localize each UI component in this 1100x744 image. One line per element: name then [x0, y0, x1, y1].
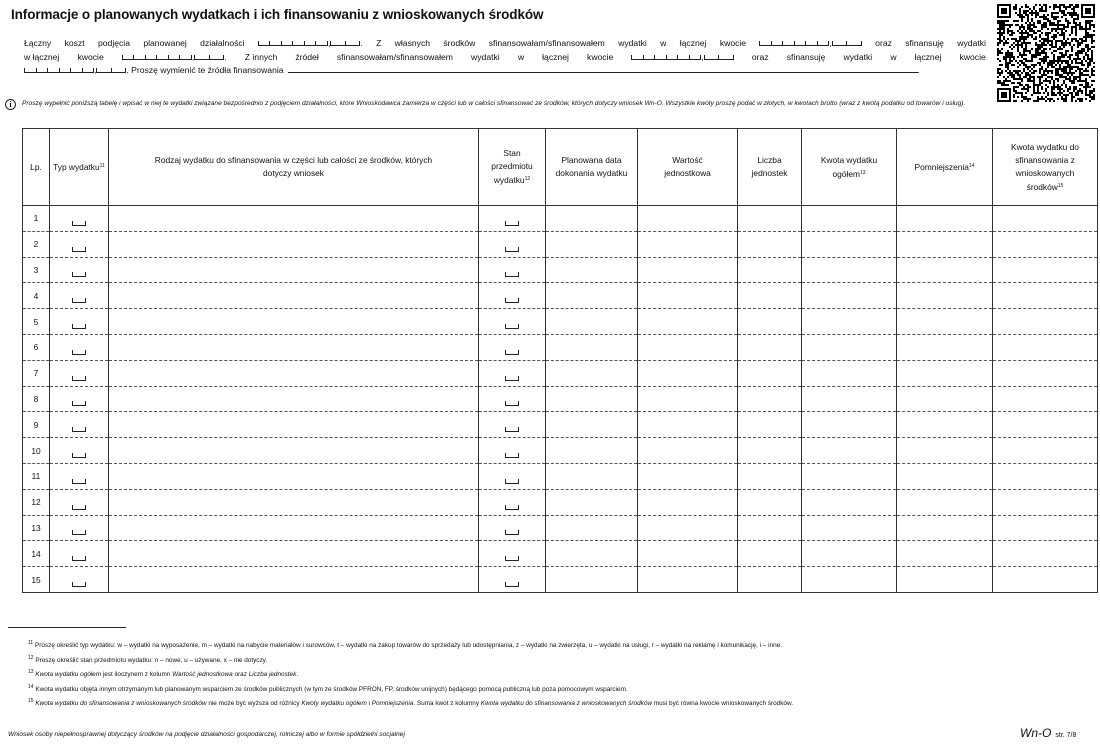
- table-row: [23, 360, 1098, 386]
- liczba-jednostek-field[interactable]: [738, 515, 802, 541]
- liczba-jednostek-field[interactable]: [738, 334, 802, 360]
- kwota-do-sfinansowania-field[interactable]: [993, 386, 1098, 412]
- stan-przedmiotu-field[interactable]: [479, 412, 546, 438]
- qr-code: [997, 4, 1095, 102]
- stan-przedmiotu-field[interactable]: [479, 206, 546, 232]
- rodzaj-wydatku-field[interactable]: [109, 463, 479, 489]
- typ-wydatku-field[interactable]: [50, 257, 109, 283]
- table-row: [23, 412, 1098, 438]
- comb-box: [505, 324, 519, 329]
- comb-box: [505, 298, 519, 303]
- stan-przedmiotu-field[interactable]: [479, 231, 546, 257]
- kwota-ogolem-field[interactable]: [802, 567, 897, 593]
- planowana-data-field[interactable]: [546, 463, 638, 489]
- stan-przedmiotu-field[interactable]: [479, 489, 546, 515]
- expenses-table: [22, 128, 1098, 593]
- kwota-do-sfinansowania-field[interactable]: [993, 567, 1098, 593]
- comb-box: [72, 505, 86, 510]
- comb-box: [72, 324, 86, 329]
- kwota-ogolem-field[interactable]: [802, 231, 897, 257]
- pomniejszenia-field[interactable]: [897, 463, 993, 489]
- comb-box: [72, 479, 86, 484]
- rodzaj-wydatku-field[interactable]: [109, 541, 479, 567]
- stan-przedmiotu-field[interactable]: [479, 567, 546, 593]
- row-number: 10: [23, 438, 50, 464]
- wartosc-jednostkowa-field[interactable]: [638, 360, 738, 386]
- stan-przedmiotu-field[interactable]: [479, 283, 546, 309]
- liczba-jednostek-field[interactable]: [738, 438, 802, 464]
- planowana-data-field[interactable]: [546, 309, 638, 335]
- wartosc-jednostkowa-field[interactable]: [638, 438, 738, 464]
- kwota-ogolem-field[interactable]: [802, 257, 897, 283]
- table-row: [23, 309, 1098, 335]
- liczba-jednostek-field[interactable]: [738, 386, 802, 412]
- planowana-data-field[interactable]: [546, 515, 638, 541]
- own-funds-planned-field[interactable]: , .: [122, 51, 227, 65]
- liczba-jednostek-field[interactable]: [738, 567, 802, 593]
- col-header-stan: Stan przedmiotu wydatku$^{12}$: [479, 129, 546, 206]
- wartosc-jednostkowa-field[interactable]: [638, 489, 738, 515]
- table-row: [23, 206, 1098, 232]
- pomniejszenia-field[interactable]: [897, 334, 993, 360]
- rodzaj-wydatku-field[interactable]: [109, 283, 479, 309]
- table-row: [23, 541, 1098, 567]
- stan-przedmiotu-field[interactable]: [479, 360, 546, 386]
- stan-przedmiotu-field[interactable]: [479, 309, 546, 335]
- wartosc-jednostkowa-field[interactable]: [638, 257, 738, 283]
- footnote-13: $^{13}$ Kwota wydatku ogółem jest iloczynem z kolumn Wartość jednostkowa oraz Liczba jednostek.: [28, 669, 299, 679]
- pomniejszenia-field[interactable]: [897, 309, 993, 335]
- liczba-jednostek-field[interactable]: [738, 206, 802, 232]
- typ-wydatku-field[interactable]: [50, 386, 109, 412]
- typ-wydatku-field[interactable]: [50, 309, 109, 335]
- wartosc-jednostkowa-field[interactable]: [638, 386, 738, 412]
- comb-box: [72, 350, 86, 355]
- stan-przedmiotu-field[interactable]: [479, 386, 546, 412]
- typ-wydatku-field[interactable]: [50, 515, 109, 541]
- pomniejszenia-field[interactable]: [897, 360, 993, 386]
- table-row: [23, 567, 1098, 593]
- kwota-do-sfinansowania-field[interactable]: [993, 541, 1098, 567]
- table-row: [23, 463, 1098, 489]
- intro-line-3: , . Proszę wymienić te źródła finansowania .: [24, 64, 986, 78]
- stan-przedmiotu-field[interactable]: [479, 541, 546, 567]
- other-sources-planned-field[interactable]: ,: [24, 64, 126, 78]
- page-number: str. 7/8: [1055, 732, 1077, 739]
- pomniejszenia-field[interactable]: [897, 283, 993, 309]
- footnote-14: $^{14}$ Kwota wydatku objęta innym otrzymanym lub planowanym wsparciem ze środków publicznych (w tym ze środków PFRON, FP, środków unijnych) będącego pomocą publiczną lub poza pomocowym wsparciem.: [28, 683, 628, 693]
- kwota-do-sfinansowania-field[interactable]: [993, 360, 1098, 386]
- rodzaj-wydatku-field[interactable]: [109, 309, 479, 335]
- table-row: [23, 438, 1098, 464]
- pomniejszenia-field[interactable]: [897, 257, 993, 283]
- footnote-rule: [8, 627, 126, 628]
- liczba-jednostek-field[interactable]: [738, 257, 802, 283]
- footer-form-id: Wn-O str. 7/8: [1020, 726, 1077, 740]
- pomniejszenia-field[interactable]: [897, 489, 993, 515]
- kwota-ogolem-field[interactable]: [802, 489, 897, 515]
- kwota-do-sfinansowania-field[interactable]: [993, 283, 1098, 309]
- planowana-data-field[interactable]: [546, 206, 638, 232]
- kwota-do-sfinansowania-field[interactable]: [993, 515, 1098, 541]
- pomniejszenia-field[interactable]: [897, 412, 993, 438]
- col-header-liczba: Liczba jednostek: [738, 129, 802, 206]
- comb-box: [72, 427, 86, 432]
- wartosc-jednostkowa-field[interactable]: [638, 309, 738, 335]
- row-number: 5: [23, 309, 50, 335]
- rodzaj-wydatku-field[interactable]: [109, 438, 479, 464]
- wartosc-jednostkowa-field[interactable]: [638, 463, 738, 489]
- info-icon: i: [5, 99, 16, 110]
- comb-box: [72, 582, 86, 587]
- planowana-data-field[interactable]: [546, 567, 638, 593]
- rodzaj-wydatku-field[interactable]: [109, 231, 479, 257]
- footnote-12: $^{12}$ Proszę określić stan przedmiotu wydatku: n – nowe, u – używane, x – nie dotyczy.: [28, 654, 268, 664]
- typ-wydatku-field[interactable]: [50, 567, 109, 593]
- pomniejszenia-field[interactable]: [897, 206, 993, 232]
- pomniejszenia-field[interactable]: [897, 231, 993, 257]
- row-number: 7: [23, 360, 50, 386]
- row-number: 3: [23, 257, 50, 283]
- kwota-do-sfinansowania-field[interactable]: [993, 489, 1098, 515]
- row-number: 4: [23, 283, 50, 309]
- intro-section: [24, 37, 986, 78]
- kwota-do-sfinansowania-field[interactable]: [993, 334, 1098, 360]
- pomniejszenia-field[interactable]: [897, 386, 993, 412]
- kwota-do-sfinansowania-field[interactable]: [993, 257, 1098, 283]
- planowana-data-field[interactable]: [546, 334, 638, 360]
- col-header-typ: Typ wydatku$^{11}$: [50, 129, 109, 206]
- kwota-do-sfinansowania-field[interactable]: [993, 206, 1098, 232]
- comb-box: [72, 376, 86, 381]
- intro-line-1: Łączny koszt podjęcia planowanej działalności , . Z własnych środków sfinansowałam/sfinansowałem wydatki w łącznej kwocie , oraz sfinansuję wydatki: [24, 37, 986, 51]
- comb-box: [72, 401, 86, 406]
- table-row: [23, 231, 1098, 257]
- comb-box: [505, 427, 519, 432]
- comb-box: [505, 582, 519, 587]
- pomniejszenia-field[interactable]: [897, 438, 993, 464]
- kwota-do-sfinansowania-field[interactable]: [993, 231, 1098, 257]
- typ-wydatku-field[interactable]: [50, 412, 109, 438]
- row-number: 11: [23, 463, 50, 489]
- liczba-jednostek-field[interactable]: [738, 412, 802, 438]
- comb-box: [505, 247, 519, 252]
- kwota-do-sfinansowania-field[interactable]: [993, 412, 1098, 438]
- row-number: 13: [23, 515, 50, 541]
- comb-box: [505, 221, 519, 226]
- typ-wydatku-field[interactable]: [50, 231, 109, 257]
- rodzaj-wydatku-field[interactable]: [109, 567, 479, 593]
- kwota-do-sfinansowania-field[interactable]: [993, 438, 1098, 464]
- stan-przedmiotu-field[interactable]: [479, 334, 546, 360]
- row-number: 6: [23, 334, 50, 360]
- stan-przedmiotu-field[interactable]: [479, 438, 546, 464]
- liczba-jednostek-field[interactable]: [738, 489, 802, 515]
- rodzaj-wydatku-field[interactable]: [109, 360, 479, 386]
- planowana-data-field[interactable]: [546, 257, 638, 283]
- kwota-ogolem-field[interactable]: [802, 438, 897, 464]
- typ-wydatku-field[interactable]: [50, 541, 109, 567]
- planowana-data-field[interactable]: [546, 386, 638, 412]
- table-row: [23, 257, 1098, 283]
- typ-wydatku-field[interactable]: [50, 283, 109, 309]
- comb-box: [505, 272, 519, 277]
- planowana-data-field[interactable]: [546, 360, 638, 386]
- planowana-data-field[interactable]: [546, 412, 638, 438]
- comb-box: [72, 221, 86, 226]
- kwota-do-sfinansowania-field[interactable]: [993, 309, 1098, 335]
- row-number: 8: [23, 386, 50, 412]
- rodzaj-wydatku-field[interactable]: [109, 334, 479, 360]
- planowana-data-field[interactable]: [546, 283, 638, 309]
- table-header-row: [23, 129, 1098, 206]
- comb-box: [505, 479, 519, 484]
- row-number: 15: [23, 567, 50, 593]
- row-number: 14: [23, 541, 50, 567]
- funding-sources-field[interactable]: [288, 64, 918, 73]
- table-row: [23, 489, 1098, 515]
- rodzaj-wydatku-field[interactable]: [109, 515, 479, 541]
- wartosc-jednostkowa-field[interactable]: [638, 334, 738, 360]
- table-row: [23, 515, 1098, 541]
- stan-przedmiotu-field[interactable]: [479, 257, 546, 283]
- kwota-ogolem-field[interactable]: [802, 412, 897, 438]
- typ-wydatku-field[interactable]: [50, 438, 109, 464]
- comb-box: [505, 376, 519, 381]
- pomniejszenia-field[interactable]: [897, 567, 993, 593]
- kwota-ogolem-field[interactable]: [802, 541, 897, 567]
- footer-form-title: Wniosek osoby niepełnosprawnej dotyczący środków na podjęcie działalności gospodarczej, rolniczej albo w formie spółdzielni socjalnej: [8, 731, 405, 738]
- total-cost-field[interactable]: , .: [258, 37, 363, 51]
- liczba-jednostek-field[interactable]: [738, 231, 802, 257]
- row-number: 12: [23, 489, 50, 515]
- instructions-note: Proszę wypełnić poniższą tabelę i wpisać w niej te wydatki związane bezpośrednio z podjęciem działalności, które Wnioskodawca zamierza w części lub w całości sfinansować ze środków, których dotyczy wniosek Wn-O. Wszystkie kwoty proszę podać w złotych, w kwotach brutto (wraz z kwotą podatku od towarów i usług).: [22, 100, 966, 107]
- col-header-pomniejszenia: Pomniejszenia$^{14}$: [897, 129, 993, 206]
- typ-wydatku-field[interactable]: [50, 334, 109, 360]
- typ-wydatku-field[interactable]: [50, 206, 109, 232]
- kwota-do-sfinansowania-field[interactable]: [993, 463, 1098, 489]
- comb-box: [72, 556, 86, 561]
- wartosc-jednostkowa-field[interactable]: [638, 515, 738, 541]
- own-funds-field[interactable]: ,: [759, 37, 861, 51]
- comb-box: [505, 350, 519, 355]
- kwota-ogolem-field[interactable]: [802, 283, 897, 309]
- liczba-jednostek-field[interactable]: [738, 463, 802, 489]
- footnote-15: $^{15}$ Kwota wydatku do sfinansowania z wnioskowanych środków nie może być wyższa od różnicy Kwoty wydatku ogółem i Pomniejszenia. Suma kwot z kolumny Kwota wydatku do sfinansowania z wnioskowanych środków musi być równa kwocie wnioskowanych środków.: [28, 698, 794, 708]
- typ-wydatku-field[interactable]: [50, 489, 109, 515]
- col-header-rodzaj: Rodzaj wydatku do sfinansowania w części lub całości ze środków, których dotyczy wniosek: [109, 129, 479, 206]
- col-header-lp: Lp.: [23, 129, 50, 206]
- page-title: Informacje o planowanych wydatkach i ich finansowaniu z wnioskowanych środków: [11, 7, 544, 22]
- col-header-data: Planowana data dokonania wydatku: [546, 129, 638, 206]
- comb-box: [72, 272, 86, 277]
- col-header-kwota: Kwota wydatku ogółem$^{13}$: [802, 129, 897, 206]
- pomniejszenia-field[interactable]: [897, 515, 993, 541]
- stan-przedmiotu-field[interactable]: [479, 515, 546, 541]
- row-number: 2: [23, 231, 50, 257]
- rodzaj-wydatku-field[interactable]: [109, 412, 479, 438]
- comb-box: [72, 453, 86, 458]
- comb-box: [505, 530, 519, 535]
- row-number: 9: [23, 412, 50, 438]
- stan-przedmiotu-field[interactable]: [479, 463, 546, 489]
- comb-box: [72, 530, 86, 535]
- kwota-ogolem-field[interactable]: [802, 515, 897, 541]
- table-row: [23, 334, 1098, 360]
- typ-wydatku-field[interactable]: [50, 360, 109, 386]
- comb-box: [505, 401, 519, 406]
- typ-wydatku-field[interactable]: [50, 463, 109, 489]
- wartosc-jednostkowa-field[interactable]: [638, 206, 738, 232]
- wartosc-jednostkowa-field[interactable]: [638, 283, 738, 309]
- comb-box: [72, 247, 86, 252]
- liczba-jednostek-field[interactable]: [738, 541, 802, 567]
- kwota-ogolem-field[interactable]: [802, 206, 897, 232]
- comb-box: [505, 556, 519, 561]
- wartosc-jednostkowa-field[interactable]: [638, 567, 738, 593]
- col-header-wartosc: Wartość jednostkowa: [638, 129, 738, 206]
- wartosc-jednostkowa-field[interactable]: [638, 412, 738, 438]
- row-number: 1: [23, 206, 50, 232]
- kwota-ogolem-field[interactable]: [802, 386, 897, 412]
- liczba-jednostek-field[interactable]: [738, 309, 802, 335]
- liczba-jednostek-field[interactable]: [738, 360, 802, 386]
- col-header-kwota-fin: Kwota wydatku do sfinansowania z wnioskowanych środków$^{15}$: [993, 129, 1098, 206]
- planowana-data-field[interactable]: [546, 231, 638, 257]
- wartosc-jednostkowa-field[interactable]: [638, 231, 738, 257]
- rodzaj-wydatku-field[interactable]: [109, 386, 479, 412]
- footnote-11: $^{11}$ Proszę określić typ wydatku: w – wydatki na wyposażenie, m – wydatki na nabycie materiałów i surowców, t – wydatki na zakup towarów do sprzedaży lub udostępniania, z – wydatki na zwierzęta, u – wydatki na usługi, r – wydatki na reklamę i komunikację, i – inne.: [28, 640, 782, 649]
- other-sources-field[interactable]: ,: [631, 51, 733, 65]
- footnotes: [8, 639, 1093, 712]
- comb-box: [505, 453, 519, 458]
- table-row: [23, 386, 1098, 412]
- rodzaj-wydatku-field[interactable]: [109, 206, 479, 232]
- table-row: [23, 283, 1098, 309]
- kwota-ogolem-field[interactable]: [802, 463, 897, 489]
- rodzaj-wydatku-field[interactable]: [109, 489, 479, 515]
- planowana-data-field[interactable]: [546, 438, 638, 464]
- comb-box: [505, 505, 519, 510]
- wartosc-jednostkowa-field[interactable]: [638, 541, 738, 567]
- kwota-ogolem-field[interactable]: [802, 309, 897, 335]
- kwota-ogolem-field[interactable]: [802, 360, 897, 386]
- intro-line-2: w łącznej kwocie , . Z innych źródeł sfinansowałam/sfinansowałem wydatki w łącznej kwocie , oraz sfinansuję wydatki w łącznej kwocie: [24, 51, 986, 65]
- planowana-data-field[interactable]: [546, 489, 638, 515]
- comb-box: [72, 298, 86, 303]
- kwota-ogolem-field[interactable]: [802, 334, 897, 360]
- liczba-jednostek-field[interactable]: [738, 283, 802, 309]
- pomniejszenia-field[interactable]: [897, 541, 993, 567]
- rodzaj-wydatku-field[interactable]: [109, 257, 479, 283]
- planowana-data-field[interactable]: [546, 541, 638, 567]
